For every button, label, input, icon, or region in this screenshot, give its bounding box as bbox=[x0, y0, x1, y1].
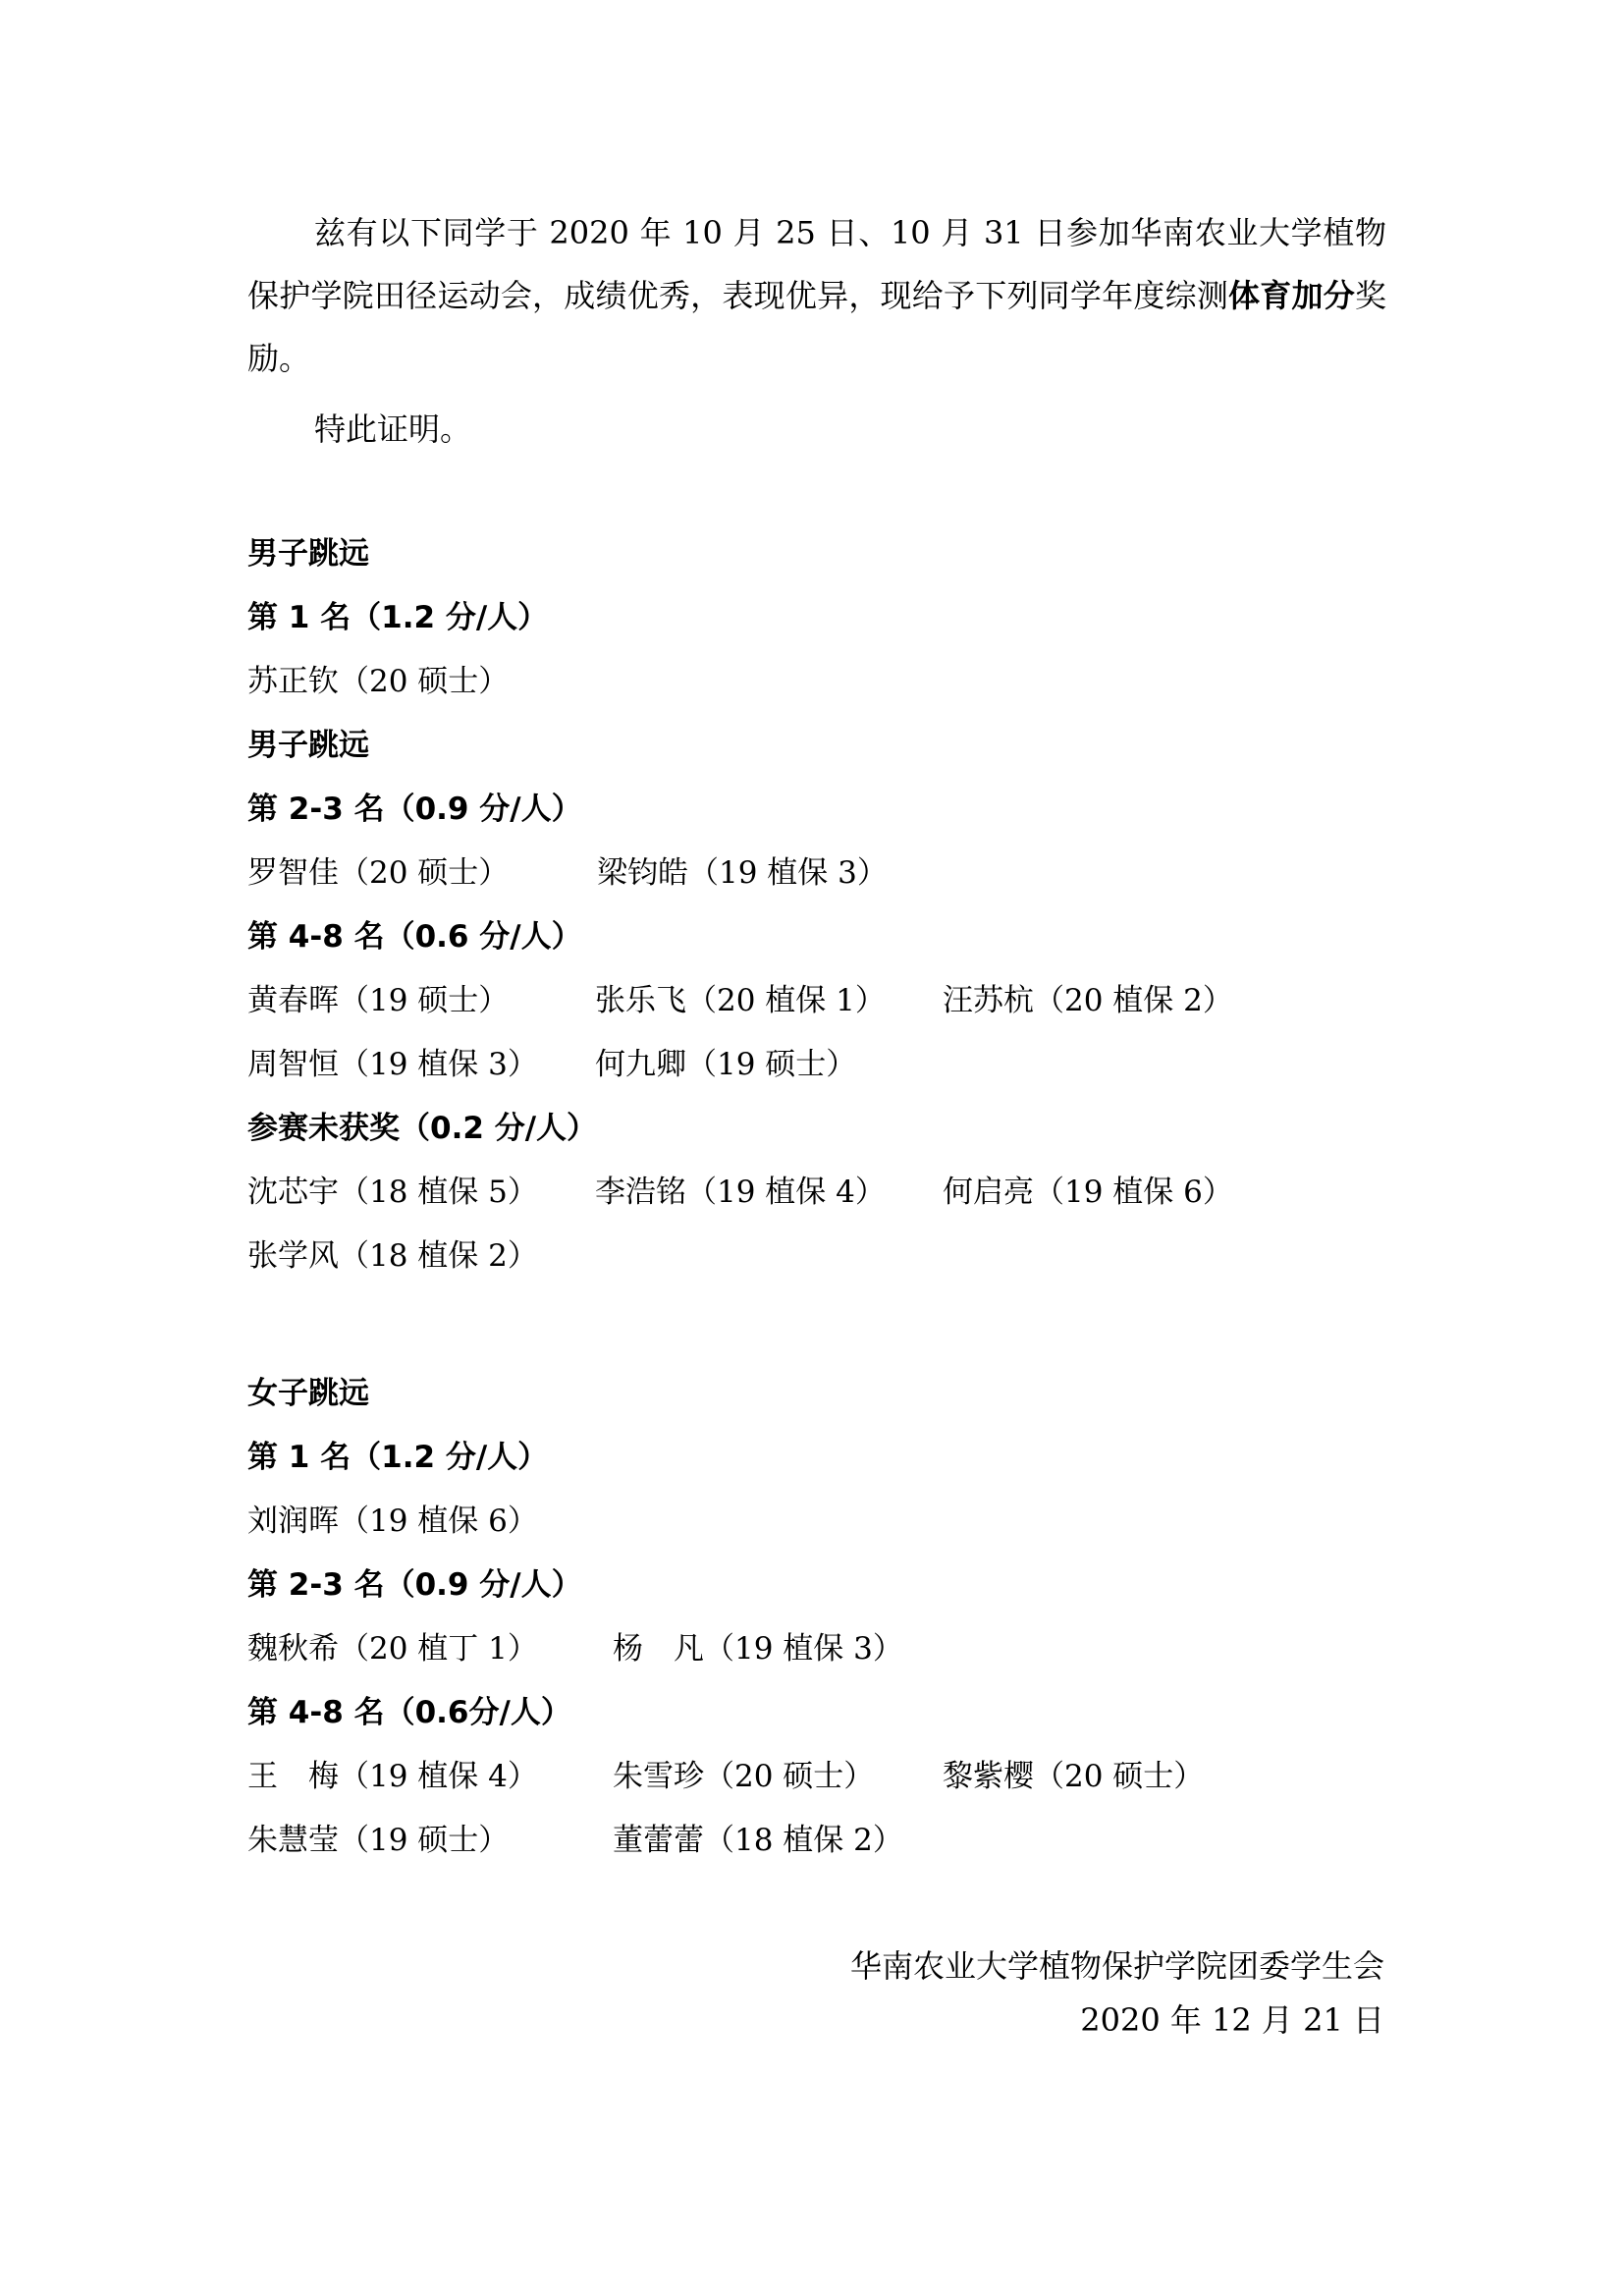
list-item: 周智恒（19 植保 3） bbox=[247, 1047, 538, 1082]
intro-text: 兹有以下同学于 2020 年 10 月 25 日、10 月 31 日参加华南农业大学植物保护学院田径运动会，成绩优秀，表现优异，现给予下列同学年度综测 bbox=[247, 214, 1386, 314]
women-fourth-names-row-1 bbox=[247, 1753, 1386, 1800]
list-item: 杨 凡（19 植保 3） bbox=[613, 1631, 903, 1667]
men-participate-label: 参赛未获奖（0.2 分/人） bbox=[247, 1111, 598, 1146]
list-item: 汪苏杭（20 植保 2） bbox=[943, 983, 1233, 1018]
closing-statement bbox=[247, 398, 1386, 461]
list-item: 黄春晖（19 硕士） bbox=[247, 983, 510, 1018]
men-fourth-names-row-1 bbox=[247, 977, 1386, 1024]
list-item: 黎紫樱（20 硕士） bbox=[943, 1759, 1205, 1794]
men-section-title-repeat: 男子跳远 bbox=[247, 728, 369, 763]
list-item: 董蕾蕾（18 植保 2） bbox=[613, 1823, 903, 1858]
men-second-label: 第 2-3 名（0.9 分/人） bbox=[247, 792, 582, 827]
women-second-names-row bbox=[247, 1625, 1386, 1672]
signature-date: 2020 年 12 月 21 日 bbox=[1080, 2001, 1384, 2039]
women-second-label: 第 2-3 名（0.9 分/人） bbox=[247, 1567, 582, 1603]
women-fourth-names-row-2 bbox=[247, 1817, 1386, 1864]
intro-text-end: 奖励。 bbox=[247, 277, 1386, 377]
list-item: 何九卿（19 硕士） bbox=[595, 1047, 857, 1082]
list-item: 张乐飞（20 植保 1） bbox=[595, 983, 886, 1018]
women-first-place-label: 第 1 名（1.2 分/人） bbox=[247, 1440, 549, 1475]
list-item: 李浩铭（19 植保 4） bbox=[595, 1175, 886, 1210]
women-first-place-name: 刘润晖（19 植保 6） bbox=[247, 1503, 538, 1539]
intro-paragraph bbox=[247, 201, 1386, 390]
women-fourth-label: 第 4-8 名（0.6分/人） bbox=[247, 1695, 571, 1730]
list-item: 朱慧莹（19 硕士） bbox=[247, 1823, 510, 1858]
men-participate-names-row-2 bbox=[247, 1232, 1386, 1280]
women-section-title: 女子跳远 bbox=[247, 1376, 369, 1411]
list-item: 沈芯宇（18 植保 5） bbox=[247, 1175, 538, 1210]
men-fourth-label: 第 4-8 名（0.6 分/人） bbox=[247, 919, 582, 955]
signature-organization: 华南农业大学植物保护学院团委学生会 bbox=[849, 1947, 1384, 1985]
men-second-names-row bbox=[247, 849, 1386, 897]
list-item: 张学风（18 植保 2） bbox=[247, 1238, 538, 1274]
list-item: 罗智佳（20 硕士） bbox=[247, 855, 510, 891]
list-item: 梁钧皓（19 植保 3） bbox=[597, 855, 888, 891]
list-item: 何启亮（19 植保 6） bbox=[943, 1175, 1233, 1210]
men-first-place-name: 苏正钦（20 硕士） bbox=[247, 664, 510, 699]
men-section-title: 男子跳远 bbox=[247, 536, 369, 572]
intro-bold-text: 体育加分 bbox=[1228, 277, 1355, 314]
men-fourth-names-row-2 bbox=[247, 1041, 1386, 1088]
men-participate-names-row-1 bbox=[247, 1169, 1386, 1216]
list-item: 魏秋希（20 植丁 1） bbox=[247, 1631, 538, 1667]
list-item: 朱雪珍（20 硕士） bbox=[613, 1759, 875, 1794]
closing-text: 特此证明。 bbox=[314, 410, 472, 448]
men-first-place-label: 第 1 名（1.2 分/人） bbox=[247, 600, 549, 635]
list-item: 王 梅（19 植保 4） bbox=[247, 1759, 538, 1794]
